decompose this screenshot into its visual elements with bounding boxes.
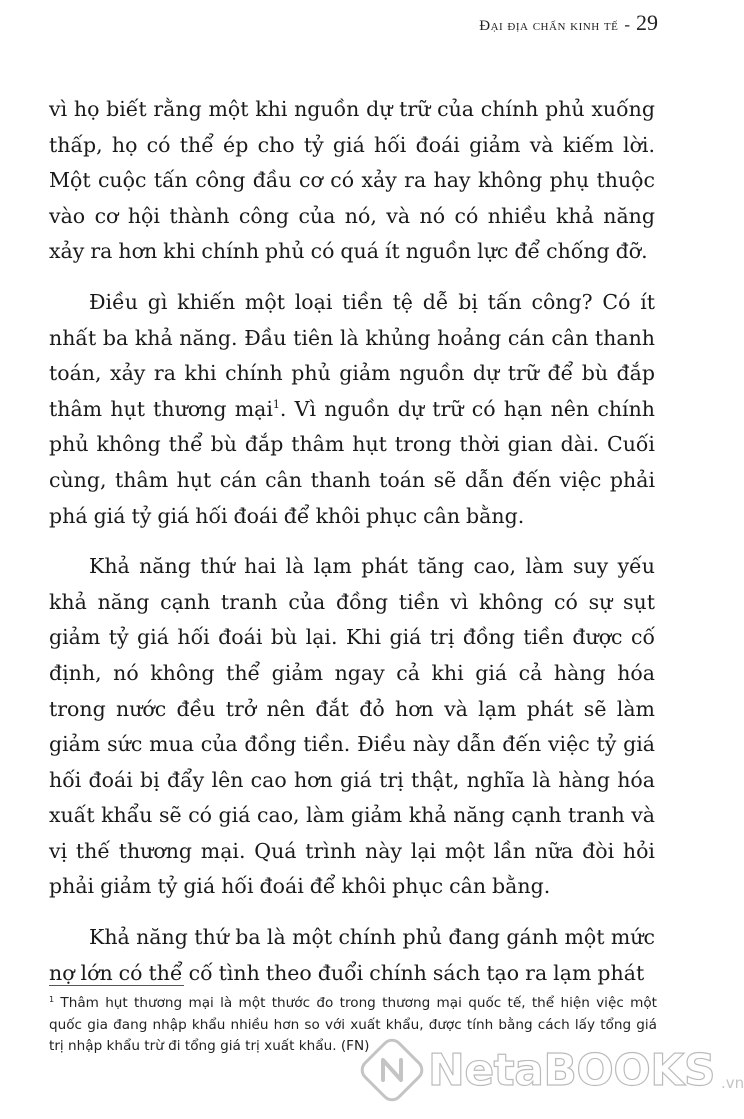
paragraph-2-text-after: . Vì nguồn dự trữ có hạn nên chính phủ không thể bù đắp thâm hụt trong thời gian dài. Cuối cùng, thâm hụt cán cân thanh toán sẽ dẫn đến việc phải phá giá tỷ giá hối đoái để khôi phục cân bằng. [49,396,655,528]
netabooks-logo-icon [362,1040,422,1100]
running-header [479,10,658,36]
header-separator: - [624,15,630,34]
paragraph-3: Khả năng thứ hai là lạm phát tăng cao, làm suy yếu khả năng cạnh tranh của đồng tiền vì không có sự sụt giảm tỷ giá hối đoái bù lại. Khi giá trị đồng tiền được cố định, nó không thể giảm ngay cả khi giá cả hàng hóa trong nước đều trở nên đắt đỏ hơn và lạm phát sẽ làm giảm sức mua của đồng tiền. Điều này dẫn đến việc tỷ giá hối đoái bị đẩy lên cao hơn giá trị thật, nghĩa là hàng hóa xuất khẩu sẽ có giá cao, làm giảm khả năng cạnh tranh và vị thế thương mại. Quá trình này lại một lần nữa đòi hỏi phải giảm tỷ giá hối đoái để khôi phục cân bằng. [49,554,655,899]
watermark-brand: NetaBOOKS [428,1044,716,1096]
watermark-suffix: .vn [721,1074,744,1092]
page-number: 29 [636,10,658,35]
footnote-text: Thâm hụt thương mại là một thước đo trong thương mại quốc tế, thể hiện việc một quốc gia đang nhập khẩu nhiều hơn so với xuất khẩu, được tính bằng cách lấy tổng giá trị nhập khẩu trừ đi tổng giá trị xuất khẩu. (FN) [49,995,657,1054]
paragraph-2 [49,285,655,534]
main-text [49,92,655,1006]
paragraph-1: vì họ biết rằng một khi nguồn dự trữ của chính phủ xuống thấp, họ có thể ép cho tỷ giá hối đoái giảm và kiếm lời. Một cuộc tấn công đầu cơ có xảy ra hay không phụ thuộc vào cơ hội thành công của nó, và nó có nhiều khả năng xảy ra hơn khi chính phủ có quá ít nguồn lực để chống đỡ. [49,97,655,264]
footnote-marker: 1 [49,995,55,1004]
footnote-reference[interactable]: 1 [272,397,280,411]
netabooks-watermark [362,1040,744,1100]
footnote-divider [49,985,184,986]
paragraph-4: Khả năng thứ ba là một chính phủ đang gánh một mức nợ lớn có thể cố tình theo đuổi chính sách tạo ra lạm phát [49,925,655,985]
paragraph-2-text-before: Điều gì khiến một loại tiền tệ dễ bị tấn công? Có ít nhất ba khả năng. Đầu tiên là khủng hoảng cán cân thanh toán, xảy ra khi chính phủ giảm nguồn dự trữ để bù đắp thâm hụt thương mại [49,289,655,421]
book-title: Đại địa chấn kinh tế [479,18,619,34]
